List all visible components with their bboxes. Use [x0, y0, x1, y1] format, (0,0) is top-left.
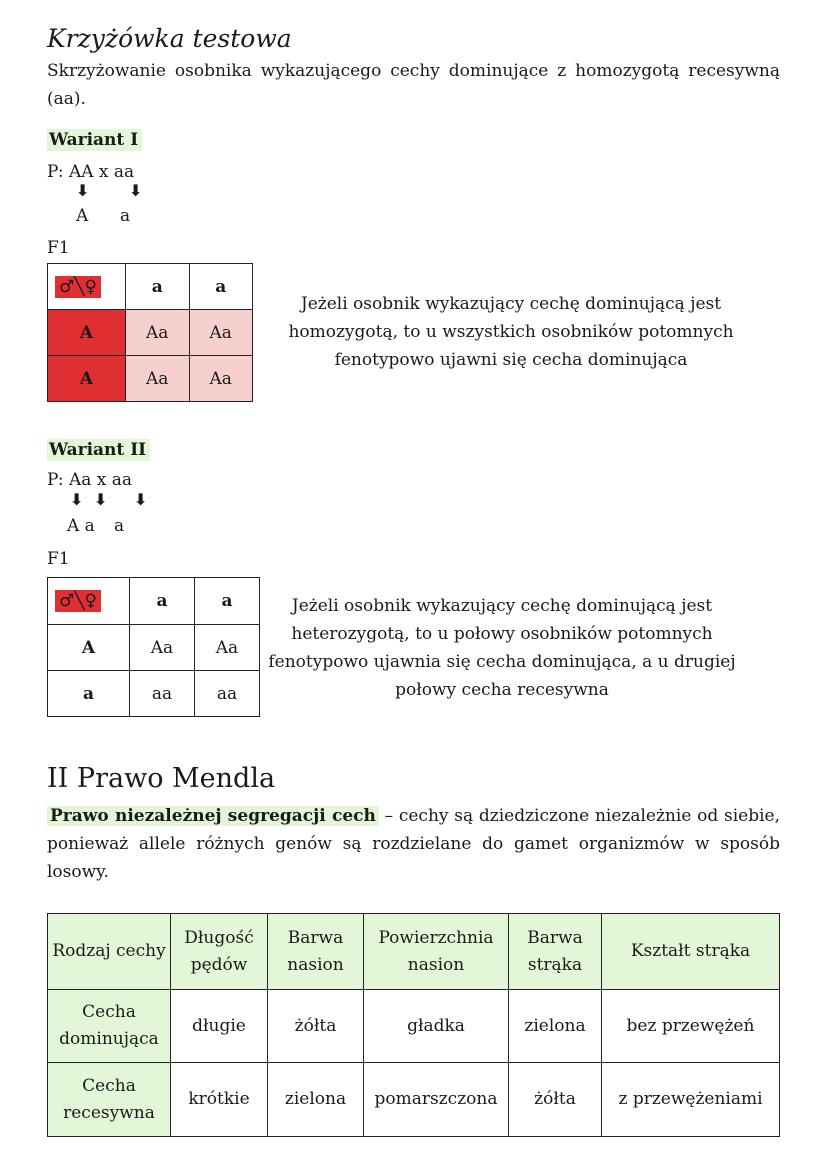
- down-arrow-icon: ⬇: [94, 490, 108, 509]
- genotype-cell: aa: [195, 671, 260, 717]
- variant-2-parents: P: Aa x aa: [47, 470, 133, 490]
- table-cell: gładka: [364, 990, 509, 1063]
- table-cell: z przewężeniami: [602, 1063, 780, 1137]
- traits-table: [47, 913, 780, 1137]
- variant-1-parents: P: AA x aa: [47, 162, 135, 182]
- variant-1-description: Jeżeli osobnik wykazujący cechę dominującą jest homozygotą, to u wszystkich osobników potomnych fenotypowo ujawni się cecha dominująca: [288, 294, 734, 370]
- gamete-label: a: [120, 206, 131, 226]
- female-gamete-header: a: [195, 578, 260, 625]
- row-header-cell: Cecha recesywna: [48, 1063, 171, 1137]
- section-title-test-cross: Krzyżówka testowa: [47, 24, 292, 53]
- punnett-square-variant-2: [47, 577, 260, 717]
- mendel-law-paragraph: Prawo niezależnej segregacji cech – cechy są dziedziczone niezależnie od siebie, ponieważ allele różnych genów są rozdzielane do gamet organizmów w sposób losowy.: [47, 806, 780, 882]
- genotype-cell: Aa: [126, 356, 190, 402]
- male-female-icon: ♂╲♀: [55, 276, 101, 298]
- genotype-cell: Aa: [189, 310, 253, 356]
- table-header-cell: Kształt strąka: [602, 914, 780, 990]
- genotype-cell: Aa: [126, 310, 190, 356]
- variant-2-label: Wariant II: [47, 440, 150, 460]
- table-row: [48, 1063, 780, 1137]
- punnett-corner: [48, 578, 130, 625]
- down-arrow-icon: ⬇: [70, 490, 84, 509]
- female-gamete-header: a: [130, 578, 195, 625]
- table-cell: bez przewężeń: [602, 990, 780, 1063]
- f1-label: F1: [47, 549, 70, 569]
- down-arrow-icon: ⬇: [76, 181, 90, 200]
- table-header-cell: Barwa strąka: [509, 914, 602, 990]
- table-cell: zielona: [268, 1063, 364, 1137]
- genotype-cell: Aa: [195, 625, 260, 671]
- gamete-label: A: [76, 206, 89, 226]
- table-cell: pomarszczona: [364, 1063, 509, 1137]
- variant-1-label: Wariant I: [47, 130, 142, 150]
- table-cell: żółta: [268, 990, 364, 1063]
- row-header-cell: Cecha dominująca: [48, 990, 171, 1063]
- down-arrow-icon: ⬇: [129, 181, 143, 200]
- table-header-cell: Powierzchnia nasion: [364, 914, 509, 990]
- female-gamete-header: a: [189, 264, 253, 310]
- table-cell: żółta: [509, 1063, 602, 1137]
- table-row: [48, 990, 780, 1063]
- genotype-cell: Aa: [189, 356, 253, 402]
- punnett-corner: [48, 264, 126, 310]
- table-cell: długie: [171, 990, 268, 1063]
- male-gamete-header: a: [48, 671, 130, 717]
- male-gamete-header: A: [48, 356, 126, 402]
- f1-label: F1: [47, 238, 70, 258]
- section-title-mendel-second-law: II Prawo Mendla: [47, 763, 276, 794]
- male-gamete-header: A: [48, 310, 126, 356]
- genotype-cell: aa: [130, 671, 195, 717]
- male-gamete-header: A: [48, 625, 130, 671]
- law-name-highlight: Prawo niezależnej segregacji cech: [47, 806, 379, 826]
- table-cell: krótkie: [171, 1063, 268, 1137]
- variant-2-description: Jeżeli osobnik wykazujący cechę dominującą jest heterozygotą, to u połowy osobników potomnych fenotypowo ujawnia się cecha dominująca, a u drugiej połowy cecha recesywna: [268, 596, 736, 700]
- table-cell: zielona: [509, 990, 602, 1063]
- male-female-icon: ♂╲♀: [55, 590, 101, 612]
- table-header-cell: Długość pędów: [171, 914, 268, 990]
- gamete-label: a: [114, 516, 125, 536]
- genotype-cell: Aa: [130, 625, 195, 671]
- female-gamete-header: a: [126, 264, 190, 310]
- table-header-cell: Barwa nasion: [268, 914, 364, 990]
- table-header-cell: Rodzaj cechy: [48, 914, 171, 990]
- punnett-square-variant-1: [47, 263, 253, 402]
- down-arrow-icon: ⬇: [134, 490, 148, 509]
- test-cross-intro: Skrzyżowanie osobnika wykazującego cechy dominujące z homozygotą recesywną (aa).: [47, 61, 780, 109]
- gamete-label: A a: [67, 516, 95, 536]
